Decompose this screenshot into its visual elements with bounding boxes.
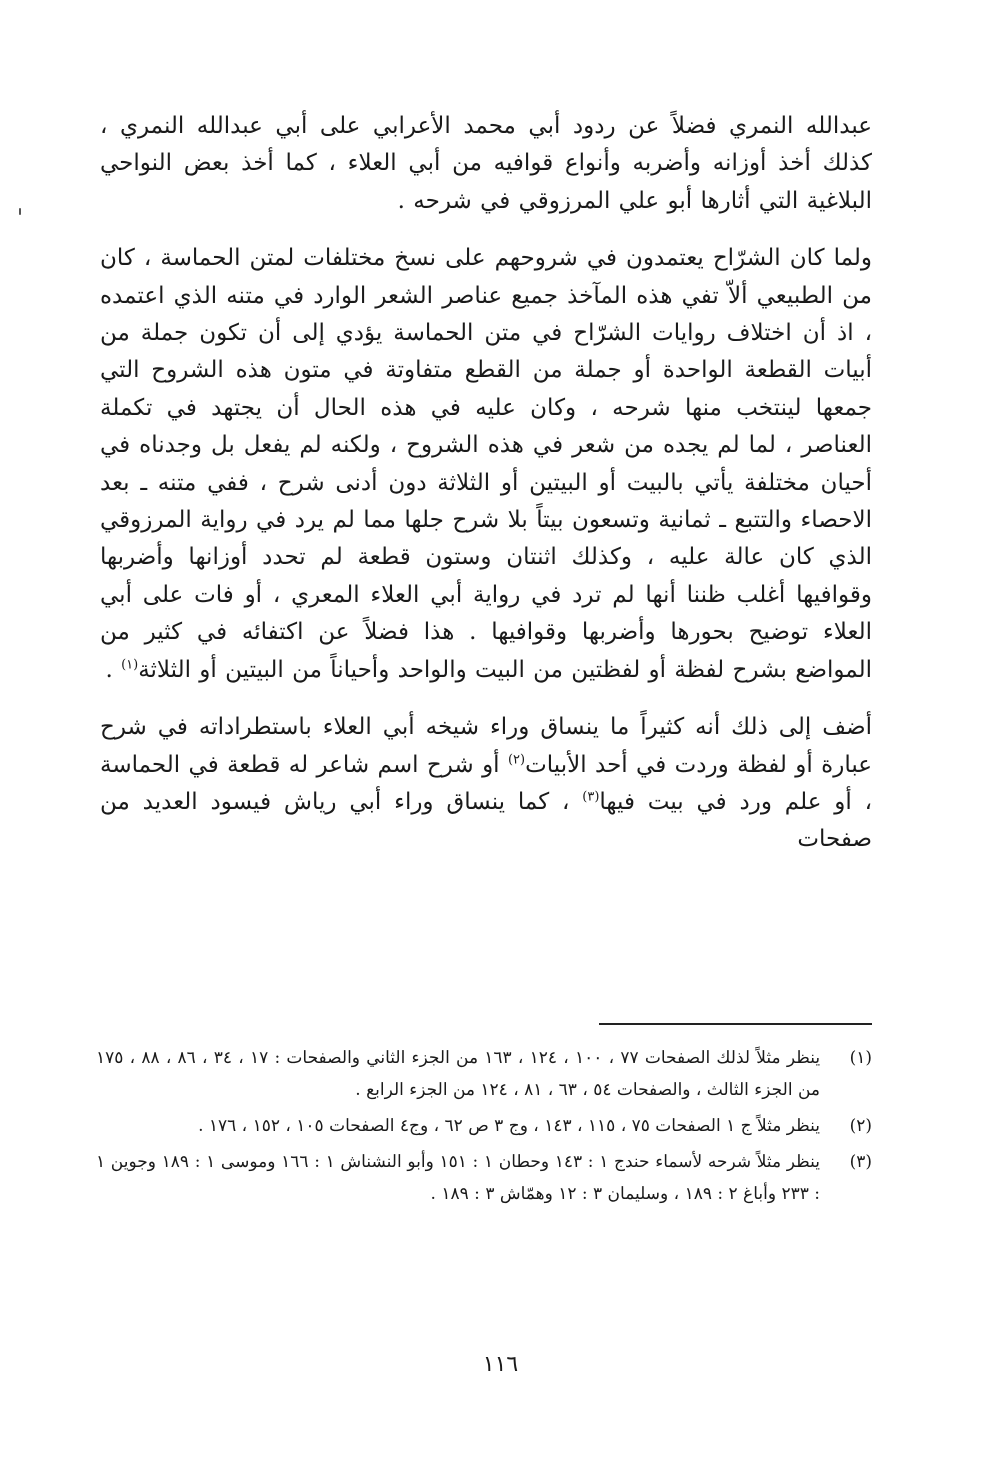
paragraph-3-part-2: أو شرح اسم شاعر له قطعة في الحماسة ، أو علم ورد في بيت فيها	[100, 751, 872, 815]
footnote-1	[96, 1042, 876, 1106]
footnote-number: (١)	[849, 1048, 872, 1068]
paragraph-2	[100, 240, 872, 689]
footnote-number: (٢)	[849, 1116, 872, 1136]
scan-speck	[19, 208, 21, 215]
main-text	[100, 108, 872, 859]
footnote-3	[96, 1146, 876, 1210]
paragraph-3	[100, 709, 872, 859]
footnote-ref-2[interactable]: (٢)	[507, 751, 526, 767]
footnote-ref-3[interactable]: (٣)	[582, 789, 600, 805]
footnote-text: ينظر مثلاً ج ١ الصفحات ٧٥ ، ١١٥ ، ١٤٣ ، وج ٣ ص ٦٢ ، وج٤ الصفحات ١٠٥ ، ١٥٢ ، ١٧٦ .	[198, 1116, 820, 1136]
footnote-text: ينظر مثلاً شرحه لأسماء حندج ١ : ١٤٣ وحطان ١ : ١٥١ وأبو النشناش ١ : ١٦٦ وموسى ١ : ١٨٩ وجوين ١ : ٢٣٣ وأباغ ٢ : ١٨٩ ، وسليمان ٣ : ١٢ وهمّاش ٣ : ١٨٩ .	[96, 1152, 820, 1204]
paragraph-1: عبدالله النمري فضلاً عن ردود أبي محمد الأعرابي على أبي عبدالله النمري ، كذلك أخذ أوزانه وأضربه وأنواع قوافيه من أبي العلاء ، كما أخذ بعض النواحي البلاغية التي أثارها أبو علي المرزوقي في شرحه .	[100, 113, 872, 214]
paragraph-3-part-3: ، كما ينساق وراء أبي رياش فيسود العديد من صفحات	[100, 788, 872, 853]
footnotes	[96, 1042, 876, 1214]
paragraph-3-part-1: أضف إلى ذلك أنه كثيراً ما ينساق وراء شيخه أبي العلاء باستطراداته في شرح عبارة أو لفظة وردت في أحد الأبيات	[100, 714, 873, 778]
page-number: ١١٦	[482, 1352, 519, 1377]
footnote-number: (٣)	[849, 1152, 872, 1172]
paragraph-2-text: ولما كان الشرّاح يعتمدون في شروحهم على نسخ مختلفات لمتن الحماسة ، كان من الطبيعي ألاّ تفي هذه المآخذ جميع عناصر الشعر الوارد في متنه الذي اعتمده ، اذ أن اختلاف روايات الشرّاح في متن الحماسة يؤدي إلى أن تكون جملة من أبيات القطعة الواحدة أو جملة من القطع متفاوتة في متون هذه الشروح التي جمعها لينتخب منها شرحه ، وكان عليه في هذه الحال أن يجتهد في تكملة العناصر ، لما لم يجده من شعر في هذه الشروح ، ولكنه لم يفعل بل وجدناه في أحيان مختلفة يأتي بالبيت أو البيتين أو الثلاثة دون أدنى شرح ، ففي متنه ـ بعد الاحصاء والتتبع ـ ثمانية وتسعون بيتاً بلا شرح جلها مما لم يرد في رواية المرزوقي الذي كان عالة عليه ، وكذلك اثنتان وستون قطعة لم تحدد أوزانها وأضربها وقوافيها أغلب ظننا أنها لم ترد في رواية أبي العلاء المعري ، أو فات على أبي العلاء توضيح بحورها وأضربها وقوافيها . هذا فضلاً عن اكتفائه في كثير من المواضع بشرح لفظة أو لفظتين من البيت والواحد وأحياناً من البيتين أو الثلاثة	[100, 245, 872, 683]
paragraph-2-tail: .	[105, 656, 122, 683]
footnote-ref-1[interactable]: (١)	[121, 657, 139, 673]
footnote-2	[96, 1110, 876, 1142]
footnote-separator	[599, 1023, 872, 1025]
footnote-text: ينظر مثلاً لذلك الصفحات ٧٧ ، ١٠٠ ، ١٢٤ ، ١٦٣ من الجزء الثاني والصفحات : ١٧ ، ٣٤ ، ٨٦ ، ٨٨ ، ١٧٥ من الجزء الثالث ، والصفحات ٥٤ ، ٦٣ ، ٨١ ، ١٢٤ من الجزء الرابع .	[96, 1048, 821, 1100]
